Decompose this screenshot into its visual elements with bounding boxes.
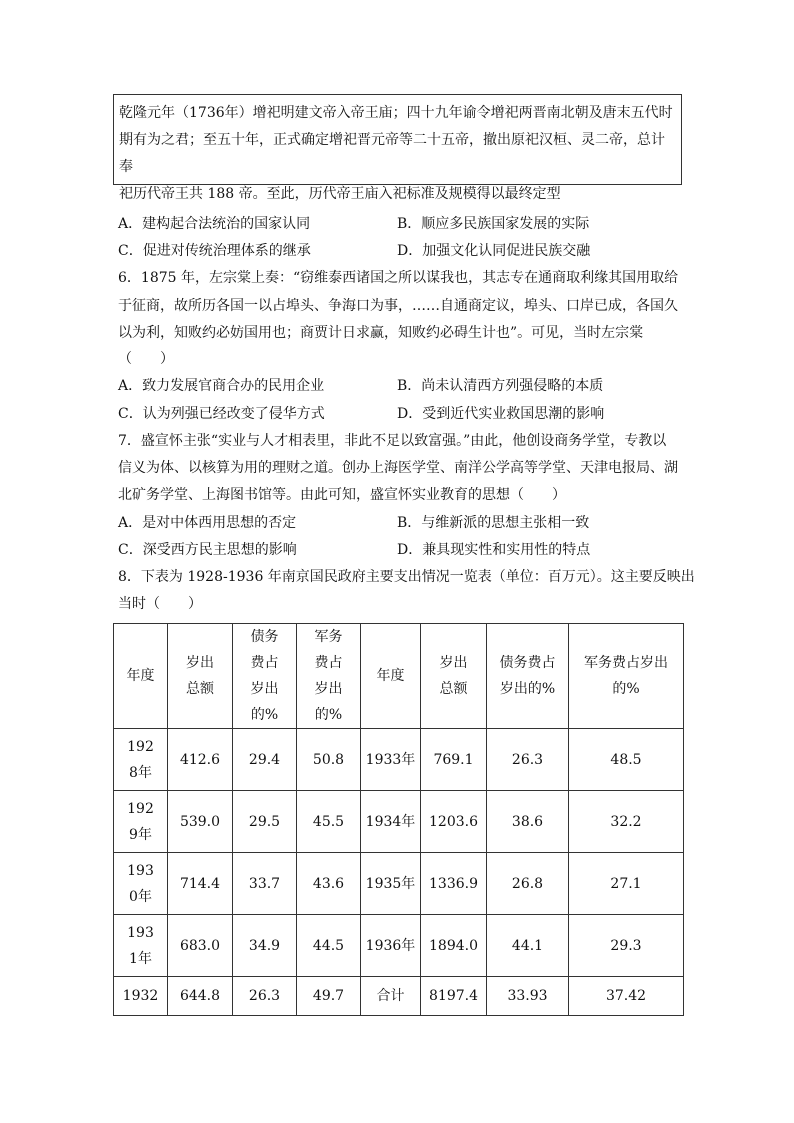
military-pct-cell: 44.5 [297, 915, 361, 977]
material-line: 乾隆元年（1736年）增祀明建文帝入帝王庙；四十九年谕令增祀两晋南北朝及唐末五代时 [119, 105, 673, 121]
material-line: 祀历代帝王共 188 帝。至此，历代帝王庙入祀标准及规模得以最终定型 [119, 186, 561, 202]
debt-pct-cell: 29.5 [233, 791, 297, 853]
year-cell: 1928年 [127, 738, 154, 781]
debt-pct-cell: 34.9 [233, 915, 297, 977]
debt-pct-cell: 33.7 [233, 853, 297, 915]
total-cell: 769.1 [421, 729, 487, 791]
q6-stem-line: 以为利，知败约必妨国用也；商贾计日求赢，知败约必碍生计也”。可见，当时左宗棠 [118, 325, 644, 341]
military-pct-cell: 37.42 [569, 977, 684, 1016]
header-cell: 军务费占岁出的% [297, 624, 361, 729]
total-cell: 714.4 [168, 853, 233, 915]
debt-pct-cell: 33.93 [487, 977, 569, 1016]
header-cell: 岁出总额 [168, 624, 233, 729]
q8-stem-line: 8．下表为 1928-1936 年南京国民政府主要支出情况一览表（单位：百万元）。这主要反映出 [118, 569, 695, 585]
q8-stem-line: 当时（ ） [118, 596, 202, 612]
year-cell: 1929年 [127, 800, 154, 843]
header-cell: 年度 [114, 624, 168, 729]
table-row [114, 729, 684, 791]
year-cell: 1933年 [361, 729, 421, 791]
q5-option-d: D．加强文化认同促进民族交融 [397, 243, 591, 259]
military-pct-cell: 27.1 [569, 853, 684, 915]
year-cell: 1934年 [361, 791, 421, 853]
debt-pct-cell: 38.6 [487, 791, 569, 853]
table-header-row [114, 624, 684, 729]
q6-option-b: B．尚未认清西方列强侵略的本质 [397, 378, 604, 394]
military-pct-cell: 29.3 [569, 915, 684, 977]
q5-option-b: B．顺应多民族国家发展的实际 [397, 216, 590, 232]
total-cell: 1203.6 [421, 791, 487, 853]
q7-stem-line: 北矿务学堂、上海图书馆等。由此可知，盛宣怀实业教育的思想（ ） [118, 487, 566, 503]
debt-pct-cell: 26.3 [487, 729, 569, 791]
military-pct-cell: 32.2 [569, 791, 684, 853]
header-cell: 债务费占岁出的% [487, 624, 569, 729]
q7-option-b: B．与维新派的思想主张相一致 [397, 515, 590, 531]
header-cell: 债务费占岁出的% [233, 624, 297, 729]
military-pct-cell: 48.5 [569, 729, 684, 791]
q6-stem-line: 于征商，故所历各国一以占埠头、争海口为事，……自通商定议，埠头、口岸已成，各国久 [118, 298, 678, 314]
q5-option-c: C．促进对传统治理体系的继承 [118, 243, 311, 259]
q6-option-c: C．认为列强已经改变了侵华方式 [118, 406, 325, 422]
military-pct-cell: 50.8 [297, 729, 361, 791]
material-line: 期有为之君；至五十年，正式确定增祀晋元帝等二十五帝，撤出原祀汉桓、灵二帝，总计奉 [119, 132, 665, 175]
total-label-cell: 合计 [361, 977, 421, 1016]
total-cell: 1336.9 [421, 853, 487, 915]
header-cell: 军务费占岁出的% [569, 624, 684, 729]
military-pct-cell: 43.6 [297, 853, 361, 915]
year-cell: 1936年 [361, 915, 421, 977]
total-cell: 539.0 [168, 791, 233, 853]
table-row [114, 915, 684, 977]
military-pct-cell: 49.7 [297, 977, 361, 1016]
q6-answer-blank: （ ） [118, 351, 174, 367]
source-material-box [113, 94, 682, 202]
debt-pct-cell: 26.8 [487, 853, 569, 915]
total-cell: 412.6 [168, 729, 233, 791]
header-cell: 年度 [361, 624, 421, 729]
q7-option-d: D．兼具现实性和实用性的特点 [397, 542, 591, 558]
q6-option-a: A．致力发展官商合办的民用企业 [118, 378, 325, 394]
year-cell: 1932 [114, 977, 168, 1016]
year-cell: 1935年 [361, 853, 421, 915]
q7-option-a: A．是对中体西用思想的否定 [118, 515, 297, 531]
debt-pct-cell: 44.1 [487, 915, 569, 977]
expenditure-table [113, 623, 684, 1016]
q7-option-c: C．深受西方民主思想的影响 [118, 542, 297, 558]
table-row [114, 791, 684, 853]
year-cell: 1930年 [127, 862, 154, 905]
header-cell: 岁出总额 [421, 624, 487, 729]
military-pct-cell: 45.5 [297, 791, 361, 853]
debt-pct-cell: 29.4 [233, 729, 297, 791]
table-row [114, 977, 684, 1016]
total-cell: 683.0 [168, 915, 233, 977]
q6-stem-line: 6．1875 年，左宗棠上奏：“窃维泰西诸国之所以谋我也，其志专在通商取利缘其国用取给 [118, 270, 679, 286]
q7-stem-line: 7．盛宣怀主张“实业与人才相表里，非此不足以致富强。”由此，他创设商务学堂，专教以 [118, 433, 667, 449]
table-row [114, 853, 684, 915]
total-cell: 1894.0 [421, 915, 487, 977]
total-cell: 8197.4 [421, 977, 487, 1016]
total-cell: 644.8 [168, 977, 233, 1016]
q5-option-a: A．建构起合法统治的国家认同 [118, 216, 311, 232]
q7-stem-line: 信义为体、以核算为用的理财之道。创办上海医学堂、南洋公学高等学堂、天津电报局、湖 [118, 460, 678, 476]
year-cell: 1931年 [127, 924, 154, 967]
debt-pct-cell: 26.3 [233, 977, 297, 1016]
q6-option-d: D．受到近代实业救国思潮的影响 [397, 406, 605, 422]
